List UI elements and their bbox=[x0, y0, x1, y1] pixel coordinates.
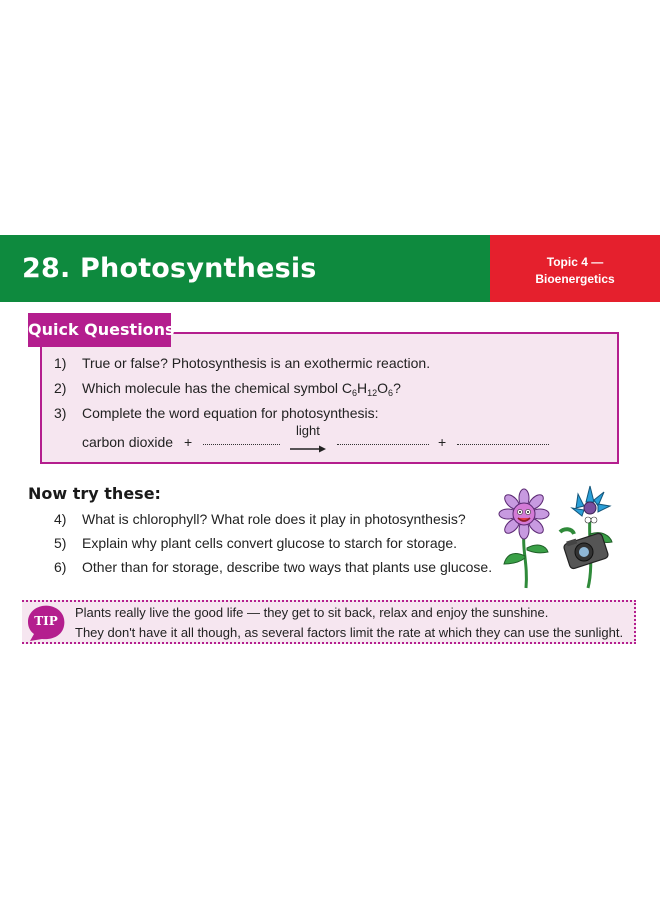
blue-flower-with-camera-icon bbox=[560, 486, 612, 588]
question-text-part: Which molecule has the chemical symbol C bbox=[82, 380, 352, 396]
question-text: Explain why plant cells convert glucose to starch for storage. bbox=[82, 535, 458, 551]
question-number: 1) bbox=[54, 355, 67, 371]
answer-blank[interactable] bbox=[337, 438, 429, 445]
element-symbol: H bbox=[357, 380, 368, 396]
question-text: What is chlorophyll? What role does it play in photosynthesis? bbox=[82, 511, 466, 527]
subscript: 6 bbox=[352, 388, 358, 398]
equation-reactant: carbon dioxide bbox=[82, 434, 174, 450]
tip-text-line-1: Plants really live the good life — they get to sit back, relax and enjoy the sunshine. bbox=[75, 605, 549, 620]
element-symbol: O bbox=[377, 380, 389, 396]
question-text: Other than for storage, describe two ways that plants use glucose. bbox=[82, 559, 493, 575]
topic-number: Topic 4 — bbox=[546, 255, 604, 269]
topic-badge bbox=[490, 235, 660, 302]
tip-text-line-2: They don't have it all though, as several factors limit the rate at which they can use the sunlight. bbox=[75, 625, 624, 640]
topic-name: Bioenergetics bbox=[535, 272, 615, 286]
quick-questions-label: Quick Questions bbox=[28, 313, 171, 347]
question-number: 3) bbox=[54, 405, 67, 421]
purple-flower-icon bbox=[499, 489, 549, 588]
now-try-heading: Now try these: bbox=[28, 484, 161, 503]
answer-blank[interactable] bbox=[457, 438, 549, 445]
flowers-illustration bbox=[498, 484, 618, 590]
question-text-part: ? bbox=[393, 380, 401, 396]
question-number: 2) bbox=[54, 380, 67, 396]
subscript: 12 bbox=[367, 388, 378, 398]
question-text: True or false? Photosynthesis is an exothermic reaction. bbox=[82, 355, 431, 371]
arrow-label: light bbox=[296, 423, 320, 438]
section-header bbox=[0, 235, 660, 302]
question-number: 6) bbox=[54, 559, 67, 575]
question-number: 4) bbox=[54, 511, 67, 527]
question-text bbox=[82, 380, 401, 398]
tip-badge-label: TIP bbox=[34, 614, 58, 628]
equation-plus: + bbox=[438, 434, 447, 450]
header-title-bar bbox=[0, 235, 490, 302]
page-title: 28. Photosynthesis bbox=[22, 253, 317, 284]
question-number: 5) bbox=[54, 535, 67, 551]
equation-plus: + bbox=[184, 434, 193, 450]
subscript: 6 bbox=[388, 388, 394, 398]
answer-blank[interactable] bbox=[203, 438, 280, 445]
reaction-arrow-icon bbox=[290, 445, 326, 453]
question-text: Complete the word equation for photosynthesis: bbox=[82, 405, 379, 421]
